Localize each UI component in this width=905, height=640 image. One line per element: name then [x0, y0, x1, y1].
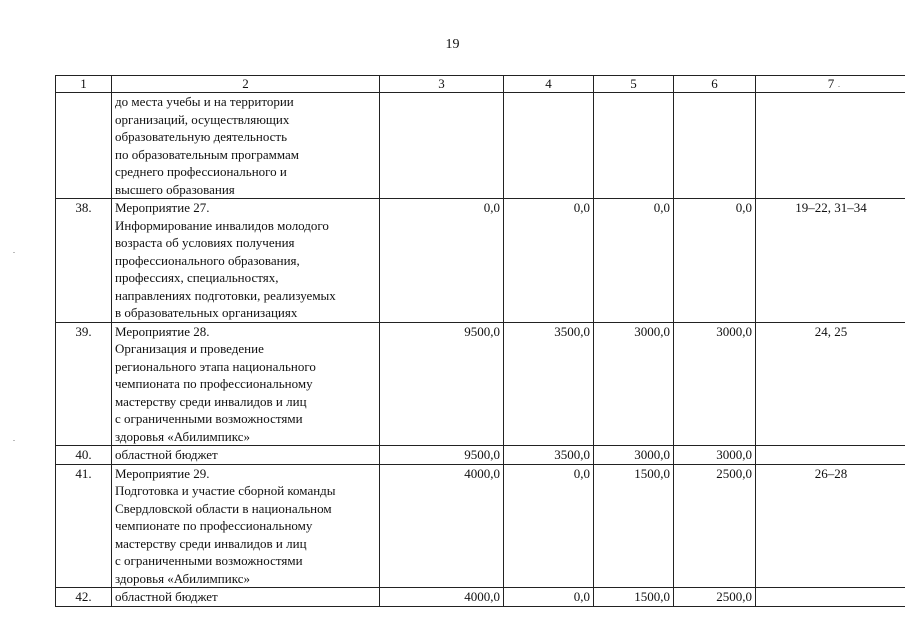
- value-col5: 1500,0: [594, 588, 674, 607]
- value-col6: 2500,0: [674, 588, 756, 607]
- value-col3: 4000,0: [380, 588, 504, 607]
- value-col4: 0,0: [504, 464, 594, 588]
- value-col5: 1500,0: [594, 464, 674, 588]
- header-row: [56, 76, 905, 93]
- target-refs: 26–28: [756, 464, 905, 588]
- header-cell: 5: [594, 76, 674, 93]
- scan-speck: [838, 86, 840, 87]
- value-col3: 9500,0: [380, 446, 504, 465]
- row-number: 39.: [56, 322, 112, 446]
- page-number: 19: [445, 37, 460, 52]
- row-number: 42.: [56, 588, 112, 607]
- value-col4: [504, 93, 594, 199]
- header-cell: 7: [756, 76, 905, 93]
- table-row: [56, 199, 905, 323]
- table-row: [56, 446, 905, 465]
- row-number: 38.: [56, 199, 112, 323]
- table-row: [56, 93, 905, 199]
- header-cell: 3: [380, 76, 504, 93]
- value-col3: 9500,0: [380, 322, 504, 446]
- scan-speck: [13, 440, 15, 441]
- scan-speck: [13, 252, 15, 253]
- value-col5: 0,0: [594, 199, 674, 323]
- value-col6: [674, 93, 756, 199]
- row-description: до места учебы и на территории организаций, осуществляющих образовательную деятельность по образовательным программам среднего профессионального и высшего образования: [112, 93, 380, 199]
- value-col4: 3500,0: [504, 446, 594, 465]
- value-col4: 0,0: [504, 199, 594, 323]
- target-refs: [756, 93, 905, 199]
- header-cell: 4: [504, 76, 594, 93]
- target-refs: 19–22, 31–34: [756, 199, 905, 323]
- header-cell: 6: [674, 76, 756, 93]
- value-col4: 3500,0: [504, 322, 594, 446]
- header-cell: 1: [56, 76, 112, 93]
- value-col6: 0,0: [674, 199, 756, 323]
- value-col6: 3000,0: [674, 446, 756, 465]
- table-row: [56, 588, 905, 607]
- value-col5: 3000,0: [594, 446, 674, 465]
- value-col4: 0,0: [504, 588, 594, 607]
- row-number: [56, 93, 112, 199]
- row-description: областной бюджет: [112, 588, 380, 607]
- row-description: Мероприятие 28. Организация и проведение регионального этапа национального чемпионата по профессиональному мастерству среди инвалидов и лиц с ограниченными возможностями здоровья «Абилимпикс»: [112, 322, 380, 446]
- value-col3: [380, 93, 504, 199]
- target-refs: [756, 588, 905, 607]
- target-refs: [756, 446, 905, 465]
- value-col3: 4000,0: [380, 464, 504, 588]
- value-col6: 3000,0: [674, 322, 756, 446]
- program-table: [55, 75, 905, 607]
- row-description: областной бюджет: [112, 446, 380, 465]
- row-number: 40.: [56, 446, 112, 465]
- row-number: 41.: [56, 464, 112, 588]
- row-description: Мероприятие 27. Информирование инвалидов молодого возраста об условиях получения профессионального образования, профессиях, специальностях, направлениях подготовки, реализуемых в образовательных организациях: [112, 199, 380, 323]
- value-col3: 0,0: [380, 199, 504, 323]
- value-col6: 2500,0: [674, 464, 756, 588]
- target-refs: 24, 25: [756, 322, 905, 446]
- table-row: [56, 464, 905, 588]
- header-cell: 2: [112, 76, 380, 93]
- value-col5: 3000,0: [594, 322, 674, 446]
- table-row: [56, 322, 905, 446]
- value-col5: [594, 93, 674, 199]
- row-description: Мероприятие 29. Подготовка и участие сборной команды Свердловской области в национальном чемпионате по профессиональному мастерству среди инвалидов и лиц с ограниченными возможностями здоровья «Абилимпикс»: [112, 464, 380, 588]
